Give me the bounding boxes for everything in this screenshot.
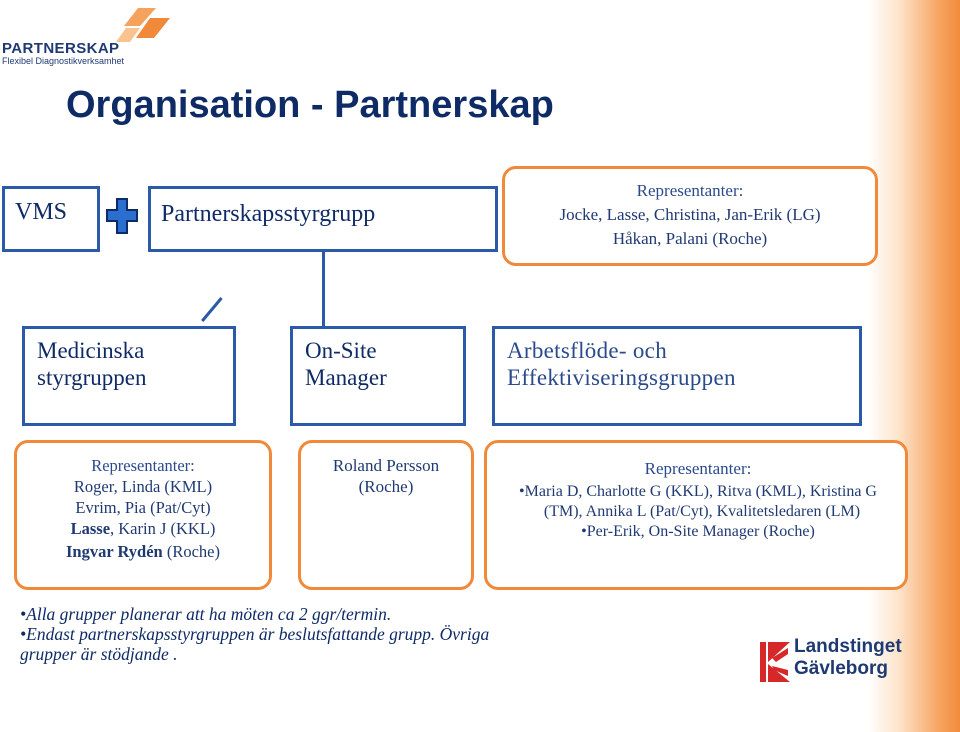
onsite-manager-box [290, 326, 466, 426]
representatives-heading: Representanter: [644, 459, 752, 478]
decorative-stripe [868, 0, 960, 732]
notes-list [20, 604, 540, 664]
landstinget-logo-text: Landstinget Gävleborg [794, 636, 902, 679]
medical-group-label: styrgruppen [37, 365, 147, 390]
onsite-representatives-box [298, 440, 474, 590]
representatives-line: Håkan, Palani (Roche) [612, 229, 768, 248]
plus-icon [106, 198, 138, 234]
workflow-group-label: Arbetsflöde- och [507, 338, 667, 363]
note-item: •Endast partnerskapsstyrgruppen är beslutsfattande grupp. Övriga grupper är stödjande . [20, 624, 490, 664]
onsite-manager-label: On-Site [305, 338, 377, 363]
workflow-group-box [492, 326, 862, 426]
steering-group-label: Partnerskapsstyrgrupp [161, 201, 376, 227]
vms-label: VMS [15, 199, 68, 225]
workflow-representatives-box [484, 440, 908, 590]
representatives-bullet: •Per-Erik, On-Site Manager (Roche) [581, 523, 815, 540]
logo-name: PARTNERSKAP [2, 40, 120, 57]
representatives-line: Roger, Linda (KML) [73, 477, 213, 496]
representatives-line: Roland Persson [332, 456, 440, 475]
representatives-line: Lasse, Karin J (KKL) [70, 519, 216, 538]
connector-line [322, 250, 325, 327]
onsite-manager-label: Manager [305, 365, 387, 390]
connector-line [201, 297, 223, 322]
steering-representatives-box [502, 166, 878, 266]
representatives-heading: Representanter: [636, 181, 744, 200]
landstinget-logo-icon [760, 640, 790, 684]
representatives-line: Evrim, Pia (Pat/Cyt) [75, 498, 211, 517]
vms-box [2, 186, 100, 252]
representatives-line: (Roche) [358, 477, 414, 496]
representatives-line: Jocke, Lasse, Christina, Jan-Erik (LG) [559, 205, 821, 224]
logo-tagline: Flexibel Diagnostikverksamhet [2, 56, 125, 66]
note-item: •Alla grupper planerar att ha möten ca 2 ggr/termin. [20, 604, 392, 624]
medical-group-box [22, 326, 236, 426]
steering-group-box [148, 186, 498, 252]
page-title: Organisation - Partnerskap [66, 84, 554, 126]
workflow-group-label: Effektiviseringsgruppen [507, 365, 736, 390]
medical-representatives-box [14, 440, 272, 590]
representatives-heading: Representanter: [91, 456, 195, 475]
representatives-bullet: •Maria D, Charlotte G (KKL), Ritva (KML), Kristina G (TM), Annika L (Pat/Cyt), Kvalitetsledaren (LM) [519, 483, 877, 520]
representatives-line: Ingvar Rydén (Roche) [65, 542, 221, 561]
medical-group-label: Medicinska [37, 338, 145, 363]
